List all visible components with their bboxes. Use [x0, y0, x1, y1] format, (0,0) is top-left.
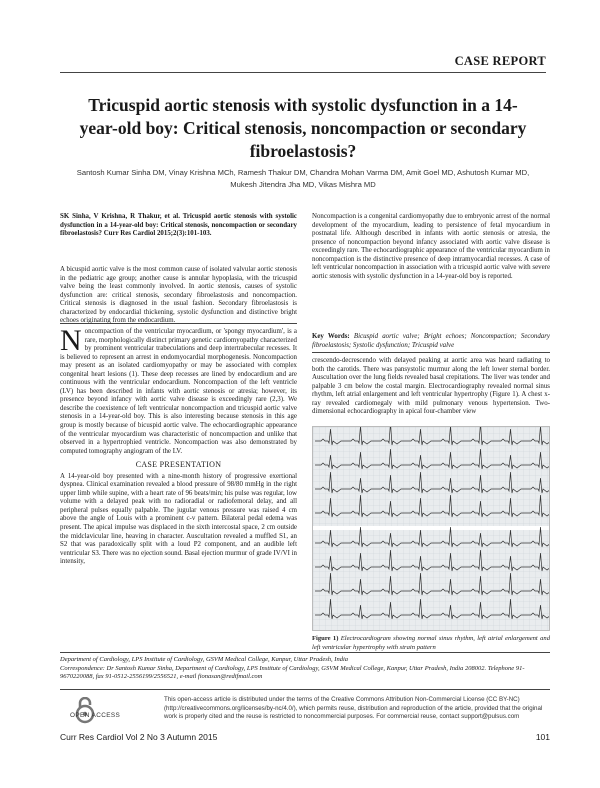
page-number: 101 — [535, 732, 550, 742]
license-rule — [60, 689, 550, 690]
keywords-text: Bicuspid aortic valve; Bright echoes; Noncompaction; Secondary fibroelastosis; Systolic dysfunction; Tricuspid valve — [312, 333, 550, 349]
affiliation: Department of Cardiology, LPS Institute of Cardiology, GSVM Medical College, Kanpur, Uttar Pradesh, India — [60, 656, 349, 663]
abstract: A bicuspid aortic valve is the most common cause of isolated valvular aortic stenosis in the pediatric age group; another cause is annular hypoplasia, with the tricuspid valve being the least commonly involved. In aortic stenosis, causes of systolic dysfunction are: critical stenosis, secondary fibroelastosis and noncompaction. Critical stenosis is diagnosed in the usual fashion. Secondary fibroelastosis is characterized by endocardial thickening, systolic dysfunction and distinctive bright echoes originating from the endocardium. — [60, 266, 297, 325]
citation: SK Sinha, V Krishna, R Thakur, et al. Tricuspid aortic stenosis with systolic dysfunction in a 14-year-old boy: Critical stenosis, noncompaction or secondary fibroelastosis? Curr Res Cardiol 2015;2(3):101-103. — [60, 213, 297, 238]
case-paragraph: A 14-year-old boy presented with a nine-month history of progressive exertional dyspnea. Clinical examination revealed a blood pressure of 98/80 mmHg in the right upper limb while supine, with a heart rate of 96 beats/min; his pulse was regular, low volume with a delayed peak with no radioradial or radiofemoral delay, and all peripheral pulses equally palpable. The jugular venous pressure was raised 4 cm above the angle of Louis with a prominent c-v pattern. Bilateral pedal edema was present. The apical impulse was displaced in the sixth intercostal space, 2 cm outside the midclavicular line, heaving in character. Auscultation revealed a muffled S1, an S2 that was paradoxically split with a loud P2 component, and an audible left ventricular S3. There was no ejection sound. Basal ejection murmur of grade IV/VI in intensity, — [60, 472, 297, 566]
keywords — [312, 333, 550, 350]
figure-caption: Figure 1) Electrocardiogram showing normal sinus rhythm, left atrial enlargement and left ventricular hypertrophy with strain pattern — [312, 635, 550, 651]
open-access-label: OPEN ACCESS — [70, 712, 121, 719]
body-right: crescendo-decrescendo with delayed peaking at aortic area was heard radiating to both the carotids. There was pansystolic murmur along the left lower sternal border. Auscultation over the lung fields revealed basal crepitations. The liver was tender and palpable 3 cm below the costal margin. Electrocardiography revealed normal sinus rhythm, left atrial enlargement and left ventricular hypertrophy (Figure 1). A chest x-ray revealed cardiomegaly with mild pulmonary venous hypertension. Two-dimensional echocardiography in apical four-chamber view — [312, 357, 550, 416]
case-heading: CASE PRESENTATION — [135, 460, 222, 470]
section-label: CASE REPORT — [454, 54, 546, 68]
body-left — [60, 324, 297, 568]
ecg-trace — [313, 427, 549, 630]
abstract-rule-left — [60, 323, 297, 324]
drop-cap: N — [60, 324, 82, 357]
ecg-figure — [312, 426, 550, 631]
abstract-rule-right — [312, 352, 550, 353]
figure-label: Figure 1) — [312, 635, 339, 642]
affiliations — [60, 656, 550, 682]
abstract-continued: Noncompaction is a congenital cardiomyopathy due to embryonic arrest of the normal development of the myocardium, leading to persistence of fetal myocardium in postnatal life. Although described in infants with aortic stenosis or atresia, the presence of noncompaction beyond infancy associated with aortic valve disease is exceedingly rare. The echocardiographic appearance of the ventricular myocardium in noncompaction is the distinctive presence of deep intramyocardial recesses. A case of left ventricular noncompaction in association with a tricuspid aortic valve with severe aortic stenosis with systolic dysfunction in a 14-year-old boy is reported. — [312, 213, 550, 280]
license-text: This open-access article is distributed under the terms of the Creative Commons Attribution Non-Commercial License (CC BY-NC) (http://creativecommons.org/licenses/by-nc/4.0/), which permits reuse, distribution and reproduction of the article, provided that the original work is properly cited and the reuse is restricted to noncommercial purposes. For commercial reuse, contact support@pulsus.com — [164, 696, 543, 721]
keywords-label: Key Words: — [312, 333, 350, 340]
correspondence: Correspondence: Dr Santosh Kumar Sinha, Department of Cardiology, LPS Institute of Cardiology, GSVM Medical College, Kanpur, Uttar Pradesh, India 208002. Telephone 91-9670220088, fax 91-0512-2556199/2556521, e-mail fionasan@redifmail.com — [60, 664, 525, 681]
author-list: Santosh Kumar Sinha DM, Vinay Krishna MCh, Ramesh Thakur DM, Chandra Mohan Varma DM, Amit Goel MD, Ashutosh Kumar MD, Mukesh Jitendra Jha MD, Vikas Mishra MD — [76, 168, 530, 189]
affiliation-rule — [60, 652, 550, 653]
open-access-logo — [70, 697, 116, 723]
article-title: Tricuspid aortic stenosis with systolic dysfunction in a 14-year-old boy: Critical stenosis, noncompaction or secondary fibroelastosis? — [79, 95, 527, 161]
journal-footer: Curr Res Cardiol Vol 2 No 3 Autumn 2015 — [60, 732, 218, 742]
intro-paragraph: Noncompaction of the ventricular myocardium, or 'spongy myocardium', is a rare, morphologically distinct primary genetic cardiomyopathy characterized by prominent ventricular trabeculations and deep intertrabecular recesses. It is believed to represent an arrest in endomyocardial morphogenesis. Noncompaction may present as an isolated cardiomyopathy or may be associated with complex congenital heart lesions (1). These deep recesses are lined by endocardium and are continuous with the ventricular endocardium. Noncompaction of the left ventricle (LV) has been described in infants with aortic stenosis or atresia; however, its presence beyond infancy with aortic valve disease is exceedingly rare (2,3). We describe the coexistence of left ventricular noncompaction and tricuspid aortic valve stenosis in a 14-year-old boy. This is also interesting because stenosis in this age group is mostly because of bicuspid aortic valve. The echocardiographic appearance of the ventricular myocardium was characteristic of noncompaction and unlike that observed in a hypertrophied ventricle. Noncompaction was also demonstrated by computed tomography angiogram of the LV. — [60, 324, 297, 455]
header-rule — [60, 72, 546, 73]
